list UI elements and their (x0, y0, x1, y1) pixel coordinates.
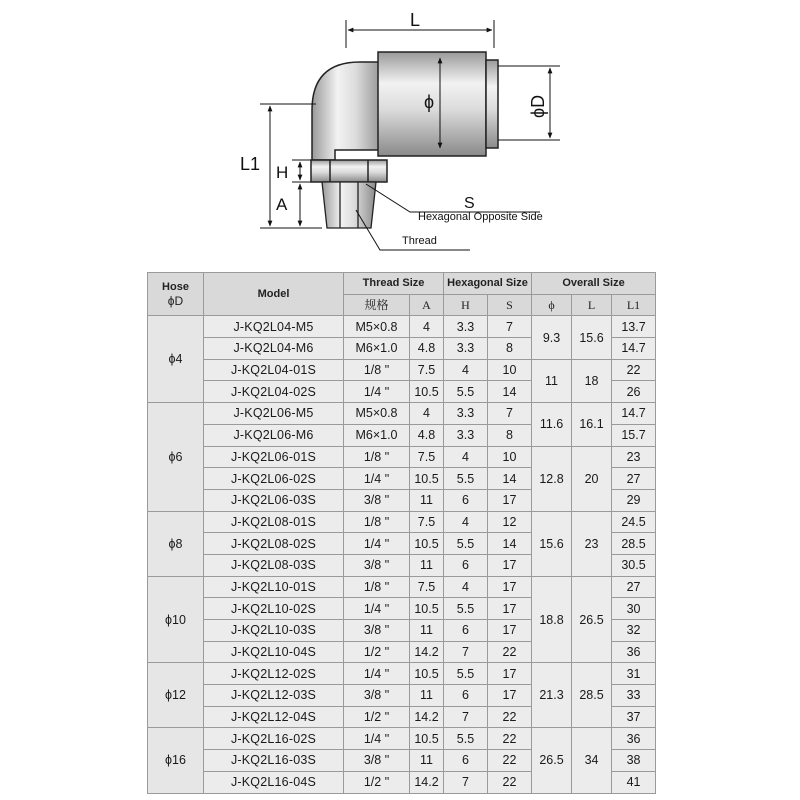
h-cell: 3.3 (444, 403, 488, 425)
hex-nut (311, 160, 387, 182)
model-cell: J-KQ2L08-03S (204, 554, 344, 576)
dim-label-L1: L1 (240, 154, 261, 174)
model-cell: J-KQ2L04-M5 (204, 316, 344, 338)
header-overall-size: Overall Size (532, 273, 656, 295)
phi-cell: 11 (532, 359, 572, 402)
header-thread-size: Thread Size (344, 273, 444, 295)
thread-cell: M5×0.8 (344, 316, 410, 338)
model-cell: J-KQ2L06-M5 (204, 403, 344, 425)
l1-cell: 38 (612, 750, 656, 772)
s-cell: 8 (488, 424, 532, 446)
a-cell: 4 (410, 403, 444, 425)
h-cell: 3.3 (444, 424, 488, 446)
header-l: L (572, 294, 612, 316)
h-cell: 6 (444, 489, 488, 511)
fitting-drawing (0, 0, 800, 270)
l1-cell: 36 (612, 728, 656, 750)
table-row (148, 511, 656, 533)
h-cell: 5.5 (444, 381, 488, 403)
model-cell: J-KQ2L10-04S (204, 641, 344, 663)
hose-cell: ϕ6 (148, 403, 204, 511)
hose-cell: ϕ4 (148, 316, 204, 403)
h-cell: 3.3 (444, 316, 488, 338)
l-cell: 16.1 (572, 403, 612, 446)
s-cell: 14 (488, 533, 532, 555)
model-cell: J-KQ2L04-M6 (204, 338, 344, 360)
l1-cell: 37 (612, 706, 656, 728)
a-cell: 11 (410, 554, 444, 576)
s-cell: 7 (488, 403, 532, 425)
thread-cell: 1/4 " (344, 381, 410, 403)
l1-cell: 28.5 (612, 533, 656, 555)
header-a: A (410, 294, 444, 316)
h-cell: 6 (444, 750, 488, 772)
h-cell: 5.5 (444, 533, 488, 555)
dim-label-L: L (410, 10, 421, 30)
h-cell: 5.5 (444, 728, 488, 750)
s-cell: 17 (488, 554, 532, 576)
thread-cell: 1/8 " (344, 446, 410, 468)
dim-label-S: S (464, 195, 475, 212)
thread-cell: M5×0.8 (344, 403, 410, 425)
h-cell: 5.5 (444, 468, 488, 490)
table-row (148, 576, 656, 598)
l1-cell: 14.7 (612, 403, 656, 425)
thread-cell: 1/4 " (344, 663, 410, 685)
label-hex-side: Hexagonal Opposite Side (418, 211, 543, 223)
dim-label-phiD: ϕD (528, 94, 548, 118)
l1-cell: 15.7 (612, 424, 656, 446)
s-cell: 22 (488, 728, 532, 750)
a-cell: 10.5 (410, 468, 444, 490)
phi-cell: 18.8 (532, 576, 572, 663)
header-guige: 规格 (344, 294, 410, 316)
l1-cell: 30.5 (612, 554, 656, 576)
s-cell: 17 (488, 663, 532, 685)
h-cell: 7 (444, 706, 488, 728)
model-cell: J-KQ2L08-02S (204, 533, 344, 555)
model-cell: J-KQ2L06-M6 (204, 424, 344, 446)
header-hose-label: Hose (162, 281, 189, 294)
l-cell: 23 (572, 511, 612, 576)
s-cell: 22 (488, 771, 532, 793)
thread-cell: 3/8 " (344, 620, 410, 642)
h-cell: 4 (444, 511, 488, 533)
s-cell: 14 (488, 468, 532, 490)
phi-cell: 12.8 (532, 446, 572, 511)
a-cell: 10.5 (410, 533, 444, 555)
s-cell: 22 (488, 641, 532, 663)
s-cell: 17 (488, 685, 532, 707)
table-row (148, 728, 656, 750)
thread-cell: 1/4 " (344, 598, 410, 620)
thread-section (322, 182, 376, 228)
l1-cell: 27 (612, 576, 656, 598)
header-l1: L1 (612, 294, 656, 316)
a-cell: 11 (410, 750, 444, 772)
s-cell: 17 (488, 489, 532, 511)
hose-cell: ϕ12 (148, 663, 204, 728)
s-cell: 17 (488, 576, 532, 598)
l1-cell: 23 (612, 446, 656, 468)
spec-table (147, 272, 656, 794)
model-cell: J-KQ2L04-01S (204, 359, 344, 381)
h-cell: 4 (444, 359, 488, 381)
model-cell: J-KQ2L12-03S (204, 685, 344, 707)
phi-cell: 11.6 (532, 403, 572, 446)
a-cell: 14.2 (410, 771, 444, 793)
table-row (148, 446, 656, 468)
a-cell: 4 (410, 316, 444, 338)
dim-label-A: A (276, 195, 288, 214)
l1-cell: 27 (612, 468, 656, 490)
a-cell: 11 (410, 489, 444, 511)
l-cell: 18 (572, 359, 612, 402)
l1-cell: 13.7 (612, 316, 656, 338)
model-cell: J-KQ2L16-02S (204, 728, 344, 750)
h-cell: 6 (444, 685, 488, 707)
model-cell: J-KQ2L06-03S (204, 489, 344, 511)
elbow-body (312, 52, 498, 160)
l1-cell: 32 (612, 620, 656, 642)
header-hose (148, 273, 204, 316)
table-row (148, 403, 656, 425)
phi-cell: 15.6 (532, 511, 572, 576)
h-cell: 6 (444, 620, 488, 642)
model-cell: J-KQ2L12-04S (204, 706, 344, 728)
a-cell: 11 (410, 620, 444, 642)
header-hose-sub: ϕD (167, 294, 184, 309)
thread-cell: 1/4 " (344, 533, 410, 555)
header-hexagonal-size: Hexagonal Size (444, 273, 532, 295)
table-row (148, 359, 656, 381)
hose-cell: ϕ16 (148, 728, 204, 793)
thread-cell: 1/8 " (344, 511, 410, 533)
a-cell: 7.5 (410, 576, 444, 598)
header-phi: ϕ (532, 294, 572, 316)
thread-cell: 1/2 " (344, 641, 410, 663)
thread-cell: 1/2 " (344, 706, 410, 728)
thread-cell: 3/8 " (344, 750, 410, 772)
thread-cell: M6×1.0 (344, 424, 410, 446)
h-cell: 5.5 (444, 598, 488, 620)
label-thread: Thread (402, 235, 437, 247)
header-s: S (488, 294, 532, 316)
l1-cell: 36 (612, 641, 656, 663)
s-cell: 17 (488, 620, 532, 642)
thread-cell: 3/8 " (344, 685, 410, 707)
h-cell: 7 (444, 771, 488, 793)
model-cell: J-KQ2L10-01S (204, 576, 344, 598)
a-cell: 11 (410, 685, 444, 707)
a-cell: 4.8 (410, 338, 444, 360)
model-cell: J-KQ2L08-01S (204, 511, 344, 533)
l1-cell: 24.5 (612, 511, 656, 533)
h-cell: 4 (444, 446, 488, 468)
s-cell: 12 (488, 511, 532, 533)
s-cell: 14 (488, 381, 532, 403)
hose-cell: ϕ8 (148, 511, 204, 576)
l1-cell: 30 (612, 598, 656, 620)
table-row (148, 663, 656, 685)
h-cell: 6 (444, 554, 488, 576)
l1-cell: 41 (612, 771, 656, 793)
l-cell: 26.5 (572, 576, 612, 663)
a-cell: 7.5 (410, 511, 444, 533)
h-cell: 4 (444, 576, 488, 598)
thread-cell: 1/4 " (344, 728, 410, 750)
a-cell: 14.2 (410, 706, 444, 728)
a-cell: 7.5 (410, 359, 444, 381)
a-cell: 14.2 (410, 641, 444, 663)
l1-cell: 33 (612, 685, 656, 707)
thread-cell: M6×1.0 (344, 338, 410, 360)
thread-cell: 1/8 " (344, 359, 410, 381)
phi-cell: 26.5 (532, 728, 572, 793)
model-cell: J-KQ2L10-03S (204, 620, 344, 642)
a-cell: 10.5 (410, 728, 444, 750)
model-cell: J-KQ2L12-02S (204, 663, 344, 685)
s-cell: 17 (488, 598, 532, 620)
s-cell: 8 (488, 338, 532, 360)
l-cell: 34 (572, 728, 612, 793)
table-row (148, 316, 656, 338)
l1-cell: 22 (612, 359, 656, 381)
l-cell: 15.6 (572, 316, 612, 359)
model-cell: J-KQ2L06-01S (204, 446, 344, 468)
dim-label-H: H (276, 163, 289, 182)
thread-cell: 1/2 " (344, 771, 410, 793)
l1-cell: 31 (612, 663, 656, 685)
model-cell: J-KQ2L16-04S (204, 771, 344, 793)
header-h: H (444, 294, 488, 316)
l1-cell: 14.7 (612, 338, 656, 360)
h-cell: 5.5 (444, 663, 488, 685)
h-cell: 7 (444, 641, 488, 663)
a-cell: 10.5 (410, 598, 444, 620)
spec-table-body (148, 316, 656, 793)
thread-cell: 1/4 " (344, 468, 410, 490)
model-cell: J-KQ2L04-02S (204, 381, 344, 403)
dim-label-phi: ϕ (424, 92, 435, 112)
thread-cell: 3/8 " (344, 554, 410, 576)
s-cell: 10 (488, 359, 532, 381)
l-cell: 20 (572, 446, 612, 511)
l1-cell: 29 (612, 489, 656, 511)
s-cell: 10 (488, 446, 532, 468)
model-cell: J-KQ2L10-02S (204, 598, 344, 620)
a-cell: 10.5 (410, 381, 444, 403)
phi-cell: 9.3 (532, 316, 572, 359)
thread-cell: 1/8 " (344, 576, 410, 598)
h-cell: 3.3 (444, 338, 488, 360)
hose-cell: ϕ10 (148, 576, 204, 663)
phi-cell: 21.3 (532, 663, 572, 728)
a-cell: 4.8 (410, 424, 444, 446)
l-cell: 28.5 (572, 663, 612, 728)
header-model: Model (204, 273, 344, 316)
s-cell: 22 (488, 750, 532, 772)
model-cell: J-KQ2L16-03S (204, 750, 344, 772)
s-cell: 22 (488, 706, 532, 728)
model-cell: J-KQ2L06-02S (204, 468, 344, 490)
s-cell: 7 (488, 316, 532, 338)
a-cell: 10.5 (410, 663, 444, 685)
l1-cell: 26 (612, 381, 656, 403)
thread-cell: 3/8 " (344, 489, 410, 511)
a-cell: 7.5 (410, 446, 444, 468)
